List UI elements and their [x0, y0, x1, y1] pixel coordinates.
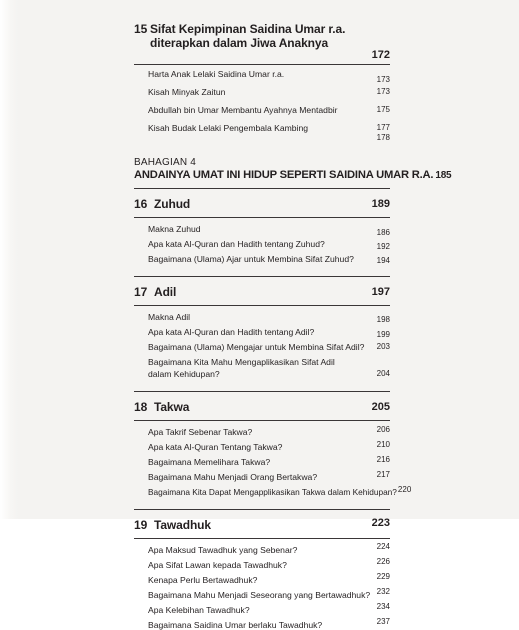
toc-entry[interactable]: Apa kata Al-Quran Tentang Takwa? 210	[148, 440, 390, 452]
toc-entry[interactable]: Bagaimana Saidina Umar berlaku Tawadhuk? 237	[148, 617, 390, 630]
chapter-page: 197	[371, 286, 390, 298]
part-title: ANDAINYA UMAT INI HIDUP SEPERTI SAIDINA UMAR R.A. 185	[134, 169, 452, 181]
divider	[134, 305, 390, 306]
chapter-title: Zuhud	[154, 197, 191, 211]
toc-entry[interactable]: Bagaimana Memelihara Takwa? 216	[148, 455, 390, 467]
divider	[134, 64, 390, 65]
toc-entry[interactable]: Apa kata Al-Quran dan Hadith tentang Adil? 199	[148, 327, 390, 339]
chapter-title: Sifat Kepimpinan Saidina Umar r.a. diterapkan dalam Jiwa Anaknya	[150, 22, 346, 50]
divider	[134, 420, 390, 421]
chapter-16-items	[134, 224, 390, 264]
chapter-19-heading	[134, 518, 390, 532]
toc-entry[interactable]: Kisah Budak Lelaki Pengembala Kambing 177	[148, 123, 390, 133]
toc-entry[interactable]: Bagaimana Mahu Menjadi Orang Bertakwa? 217	[148, 470, 390, 482]
chapter-16-heading	[134, 197, 390, 211]
divider	[134, 538, 390, 539]
chapter-title: Tawadhuk	[154, 518, 211, 532]
chapter-number: 17	[134, 285, 148, 299]
chapter-page: 189	[371, 198, 390, 210]
toc-entry[interactable]: Makna Zuhud 186	[148, 224, 390, 237]
toc-entry[interactable]: Apa Maksud Tawadhuk yang Sebenar? 224	[148, 542, 390, 555]
divider	[134, 276, 390, 277]
toc-entry[interactable]: Apa kata Al-Quran dan Hadith tentang Zuhud? 192	[148, 239, 390, 251]
part-heading	[134, 157, 452, 182]
chapter-page: 205	[371, 401, 390, 413]
toc-entry[interactable]: Bagaimana (Ulama) Ajar untuk Membina Sifat Zuhud? 194	[148, 254, 390, 265]
chapter-19-items	[134, 542, 390, 630]
toc-entry[interactable]: Apa Kelebihan Tawadhuk? 234	[148, 602, 390, 615]
toc-entry[interactable]: Apa Takrif Sebenar Takwa? 206	[148, 425, 390, 437]
chapter-number: 16	[134, 197, 148, 211]
chapter-15-heading	[134, 22, 390, 50]
chapter-title: Adil	[154, 285, 177, 299]
chapter-number: 15	[134, 22, 148, 36]
toc-entry[interactable]: Bagaimana Mahu Menjadi Seseorang yang Bertawadhuk? 232	[148, 587, 390, 600]
divider	[134, 188, 390, 189]
divider	[134, 391, 390, 392]
toc-entry[interactable]: Bagaimana Kita Dapat Mengapplikasikan Takwa dalam Kehidupan? 220	[148, 485, 412, 497]
toc-entry[interactable]: Makna Adil 198	[148, 312, 390, 324]
toc-entry[interactable]: dalam Kehidupan? 204	[148, 369, 390, 379]
toc-entry[interactable]: Bagaimana Kita Mahu Mengaplikasikan Sifat Adil	[148, 357, 335, 367]
page-edge	[0, 0, 18, 519]
chapter-17-items	[134, 312, 390, 379]
chapter-17-heading	[134, 285, 390, 299]
chapter-title: Takwa	[154, 400, 190, 414]
toc-entry[interactable]: Apa Sifat Lawan kepada Tawadhuk? 226	[148, 557, 390, 570]
chapter-15-items	[134, 69, 390, 143]
part-label: BAHAGIAN 4	[134, 157, 197, 168]
chapter-number: 18	[134, 400, 148, 414]
toc-entry[interactable]: Kenapa Perlu Bertawadhuk? 229	[148, 572, 390, 585]
chapter-18-items	[134, 425, 412, 497]
divider	[134, 509, 390, 510]
toc-entry[interactable]: Kisah Minyak Zaitun 173	[148, 87, 390, 97]
toc-entry[interactable]: Harta Anak Lelaki Saidina Umar r.a. 173	[148, 69, 390, 84]
chapter-number: 19	[134, 518, 148, 532]
chapter-page: 172	[371, 49, 390, 61]
part-page: 185	[435, 170, 452, 181]
divider	[134, 217, 390, 218]
toc-entry[interactable]: Abdullah bin Umar Membantu Ayahnya Mentadbir 175	[148, 105, 390, 115]
table-of-contents	[134, 22, 452, 630]
chapter-18-heading	[134, 400, 390, 414]
toc-entry[interactable]: 178	[376, 133, 390, 142]
chapter-page: 223	[371, 517, 390, 529]
toc-entry[interactable]: Bagaimana (Ulama) Mengajar untuk Membina Sifat Adil? 203	[148, 342, 390, 352]
